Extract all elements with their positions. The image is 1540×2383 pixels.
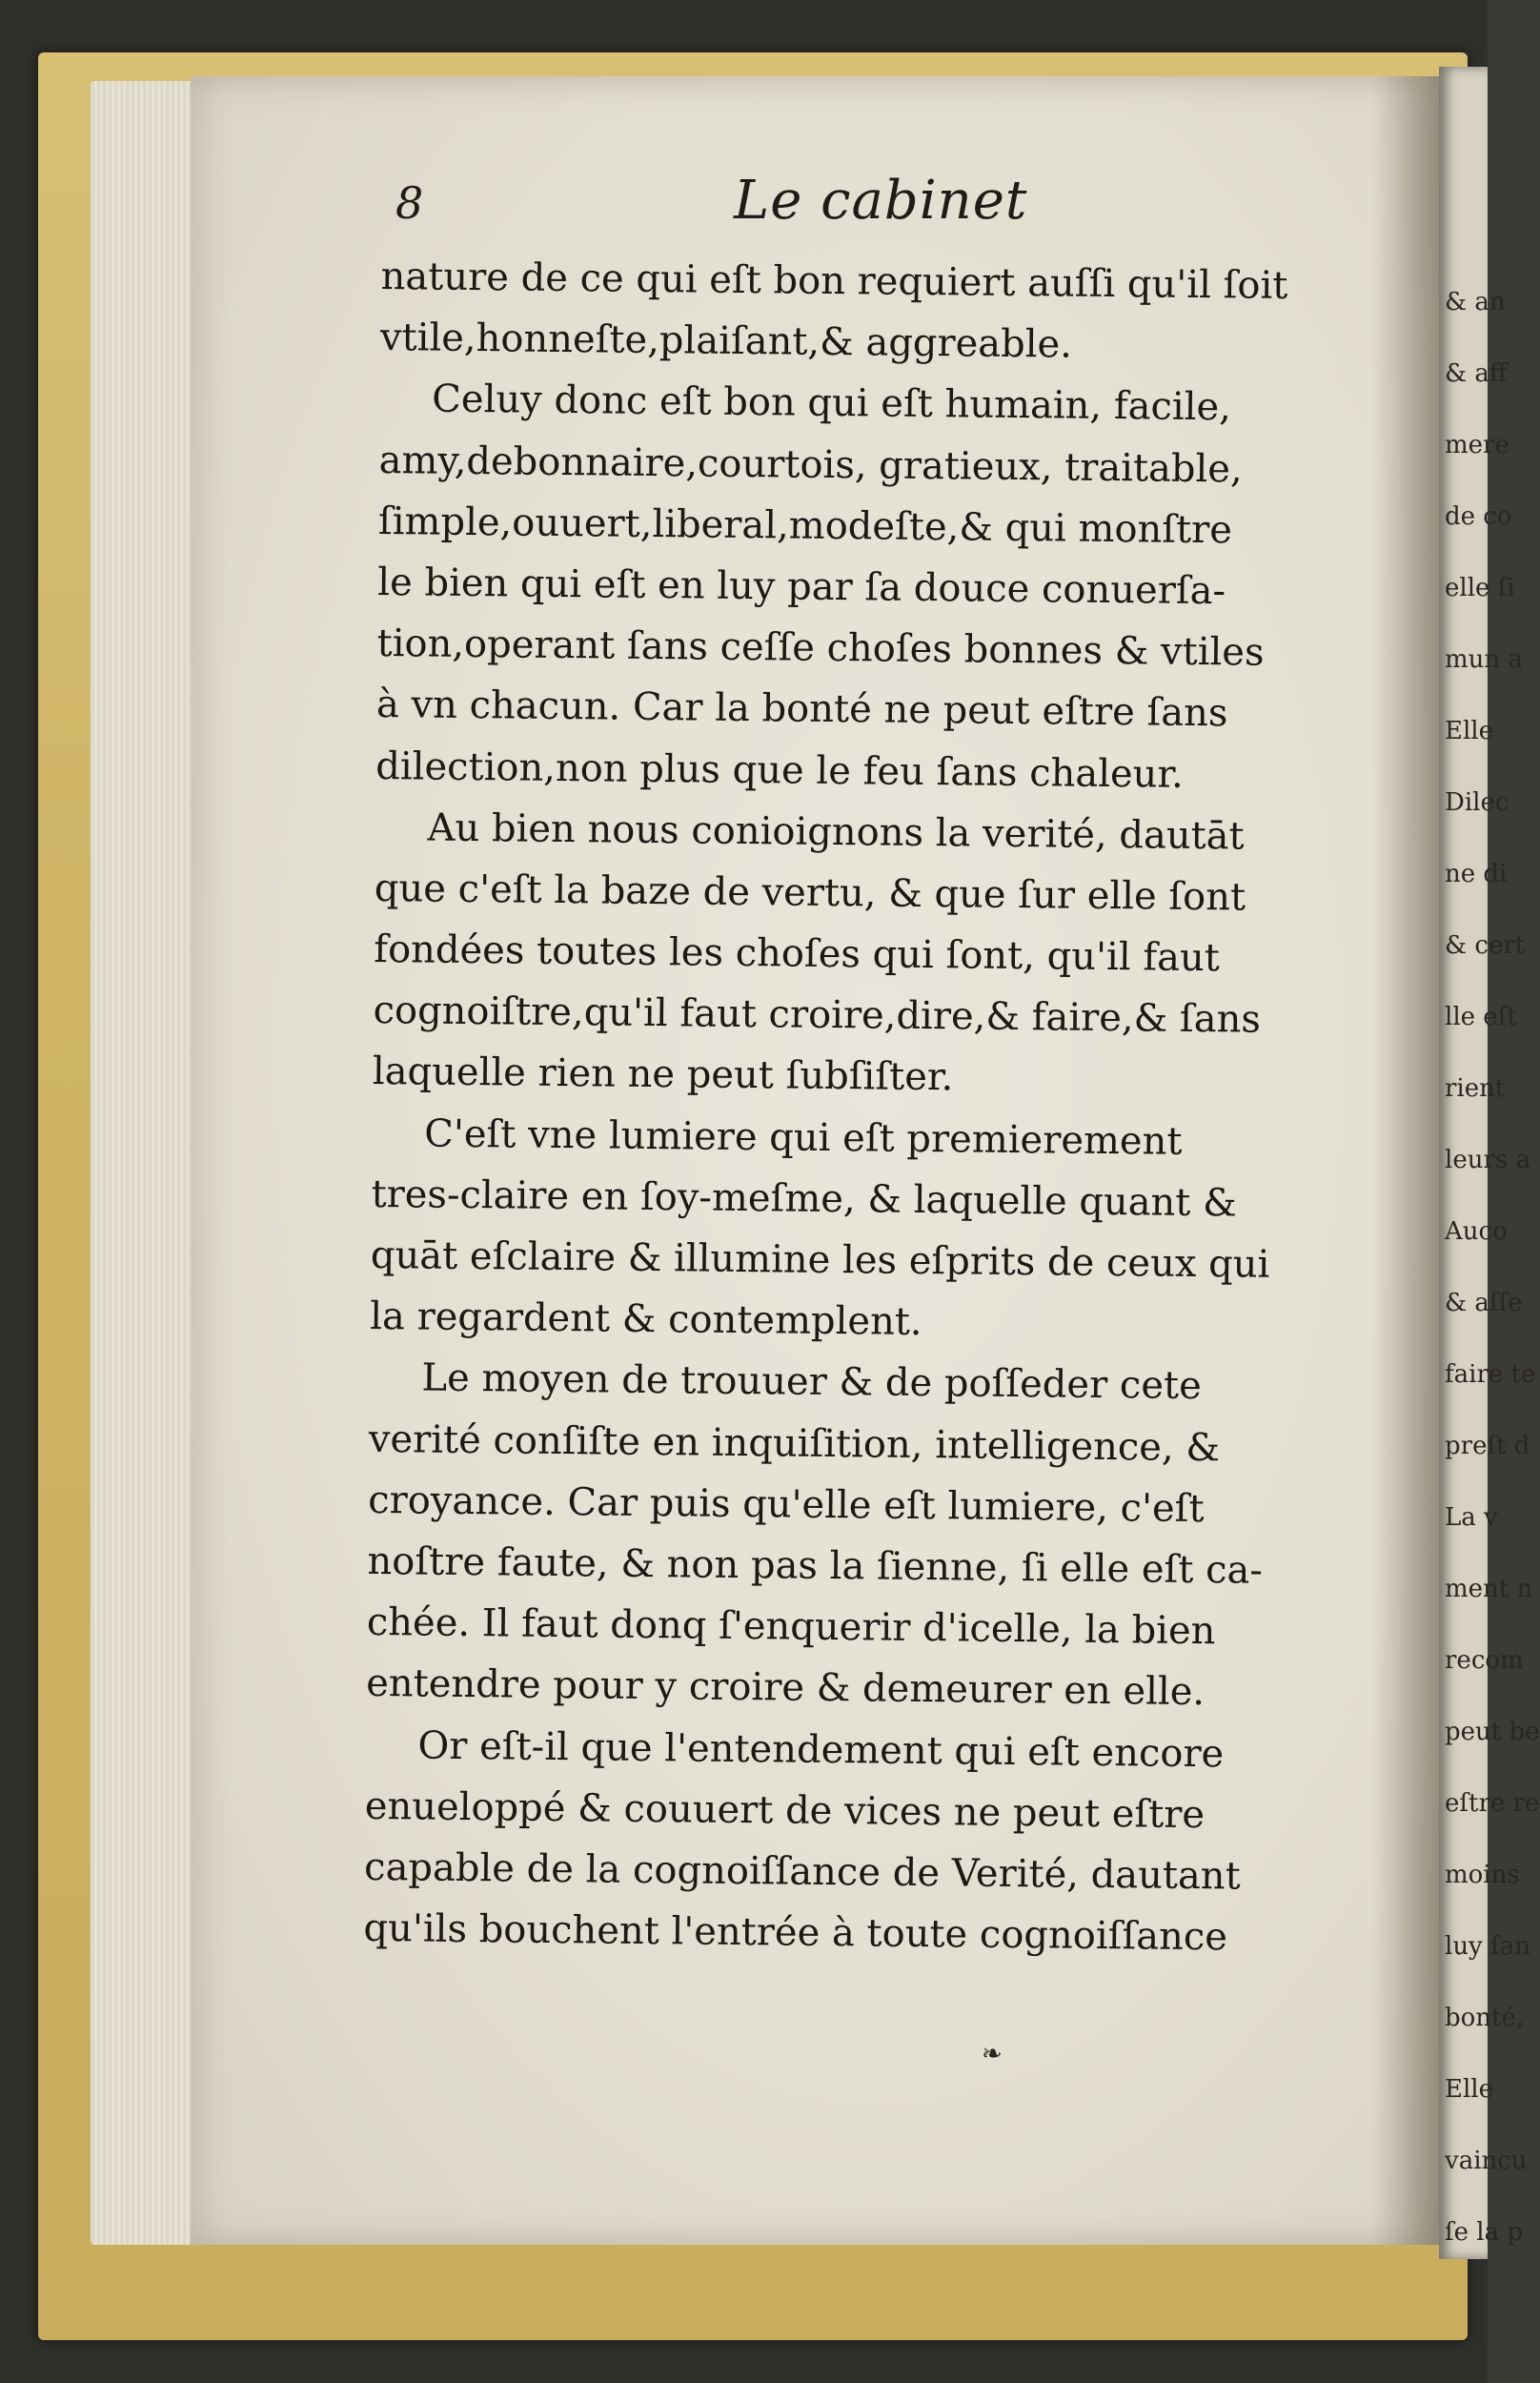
running-title: Le cabinet (734, 170, 1028, 232)
text-line: dilection,non plus que le feu ſans chaleur. (375, 743, 1185, 797)
text-line: amy,debonnaire,courtois, gratieux, traitable, (378, 438, 1243, 492)
facing-page-fragment: Dilec (1445, 788, 1510, 817)
facing-page-fragment: rient (1445, 1074, 1506, 1103)
facing-page-fragments (1439, 67, 1540, 2269)
text-line: C'eſt vne lumiere qui eſt premierement (424, 1111, 1183, 1164)
facing-page-fragment: La v (1445, 1503, 1498, 1532)
text-line: chée. Il faut donq ſ'enquerir d'icelle, la bien (366, 1600, 1216, 1654)
facing-page-fragment: leurs a (1445, 1146, 1530, 1174)
text-line: à vn chacun. Car la bonté ne peut eſtre ſans (375, 682, 1228, 736)
text-line: Celuy donc eſt bon qui eſt humain, facile, (432, 377, 1232, 430)
text-line: ſimple,ouuert,liberal,modeſte,& qui monſtre (377, 499, 1233, 553)
page-header (395, 170, 1348, 246)
facing-page-fragment: preſt d (1445, 1432, 1530, 1460)
facing-page-fragment: & aſſe (1445, 1289, 1523, 1317)
text-line: le bien qui eſt en luy par ſa douce conuerſa- (377, 560, 1226, 614)
text-line: Or eſt-il que l'entendement qui eſt encore (417, 1722, 1225, 1776)
facing-page-fragment: Elle (1445, 717, 1493, 745)
text-line: qu'ils bouchent l'entrée à toute cognoiſſance (363, 1905, 1228, 1960)
facing-page-fragment: moins (1445, 1861, 1520, 1889)
page-edges (91, 81, 205, 2245)
facing-page-fragment: bonté, (1445, 2004, 1525, 2032)
text-line: noſtre faute, & non pas la ſienne, ſi elle eſt ca- (367, 1538, 1264, 1593)
text-line: capable de la cognoiſſance de Verité, dautant (363, 1844, 1241, 1899)
text-line: tres-claire en ſoy-meſme, & laquelle quant & (371, 1171, 1237, 1226)
facing-page-fragment: luy ſan (1445, 1932, 1530, 1961)
facing-page-strip (1439, 67, 1540, 2259)
body-text (363, 246, 1391, 1969)
facing-page-fragment: mun a (1445, 645, 1523, 674)
facing-page-fragment: lle eſt (1445, 1003, 1517, 1031)
facing-page-fragment: peut be (1445, 1718, 1540, 1746)
facing-page-fragment: mere (1445, 431, 1510, 459)
facing-page-fragment: ment n (1445, 1575, 1533, 1603)
text-line: Le moyen de trouuer & de poſſeder cete (421, 1355, 1202, 1409)
facing-page-fragment: Elle (1445, 2075, 1493, 2104)
text-line: fondées toutes les choſes qui ſont, qu'il faut (374, 927, 1221, 981)
facing-page-fragment: elle ſi (1445, 574, 1515, 602)
facing-page-fragment: faire te (1445, 1360, 1536, 1389)
text-line: entendre pour y croire & demeurer en elle. (365, 1661, 1206, 1715)
facing-page-fragment: ſe la p (1445, 2218, 1523, 2247)
text-line: la regardent & contemplent. (369, 1294, 922, 1345)
facing-page-fragment: Auco (1445, 1217, 1508, 1246)
text-line: tion,operant ſans ceſſe choſes bonnes & vtiles (376, 621, 1265, 675)
text-line: cognoiſtre,qu'il faut croire,dire,& faire,& ſans (373, 988, 1262, 1042)
text-line: nature de ce qui eſt bon requiert auſſi qu'il ſoit (380, 254, 1288, 308)
text-line: verité conſiſte en inquiſition, intelligence, & (368, 1416, 1221, 1470)
text-line: que c'eſt la baze de vertu, & que ſur elle ſont (374, 866, 1246, 920)
printer-ornament: ❧ (982, 2040, 1003, 2068)
facing-page-fragment: eſtre re (1445, 1789, 1540, 1818)
facing-page-fragment: & aff (1445, 359, 1508, 388)
facing-page-fragment: recom (1445, 1646, 1524, 1675)
facing-page-fragment: & an (1445, 288, 1506, 316)
folio-number: 8 (395, 177, 424, 229)
text-line: croyance. Car puis qu'elle eſt lumiere, c'eſt (367, 1477, 1205, 1531)
text-line: vtile,honneſte,plaiſant,& aggreable. (379, 316, 1073, 367)
text-line: enueloppé & couuert de vices ne peut eſtre (364, 1783, 1206, 1837)
facing-page-fragment: ne di (1445, 860, 1508, 888)
facing-page-fragment: vaincu (1445, 2147, 1528, 2175)
text-line: laquelle rien ne peut ſubſiſter. (372, 1049, 954, 1100)
text-line: quāt eſclaire & illumine les eſprits de ceux qui (370, 1232, 1270, 1287)
facing-page-fragment: de co (1445, 502, 1512, 531)
text-line: Au bien nous conioignons la verité, dautāt (427, 805, 1245, 859)
facing-page-fragment: & cert (1445, 931, 1526, 960)
